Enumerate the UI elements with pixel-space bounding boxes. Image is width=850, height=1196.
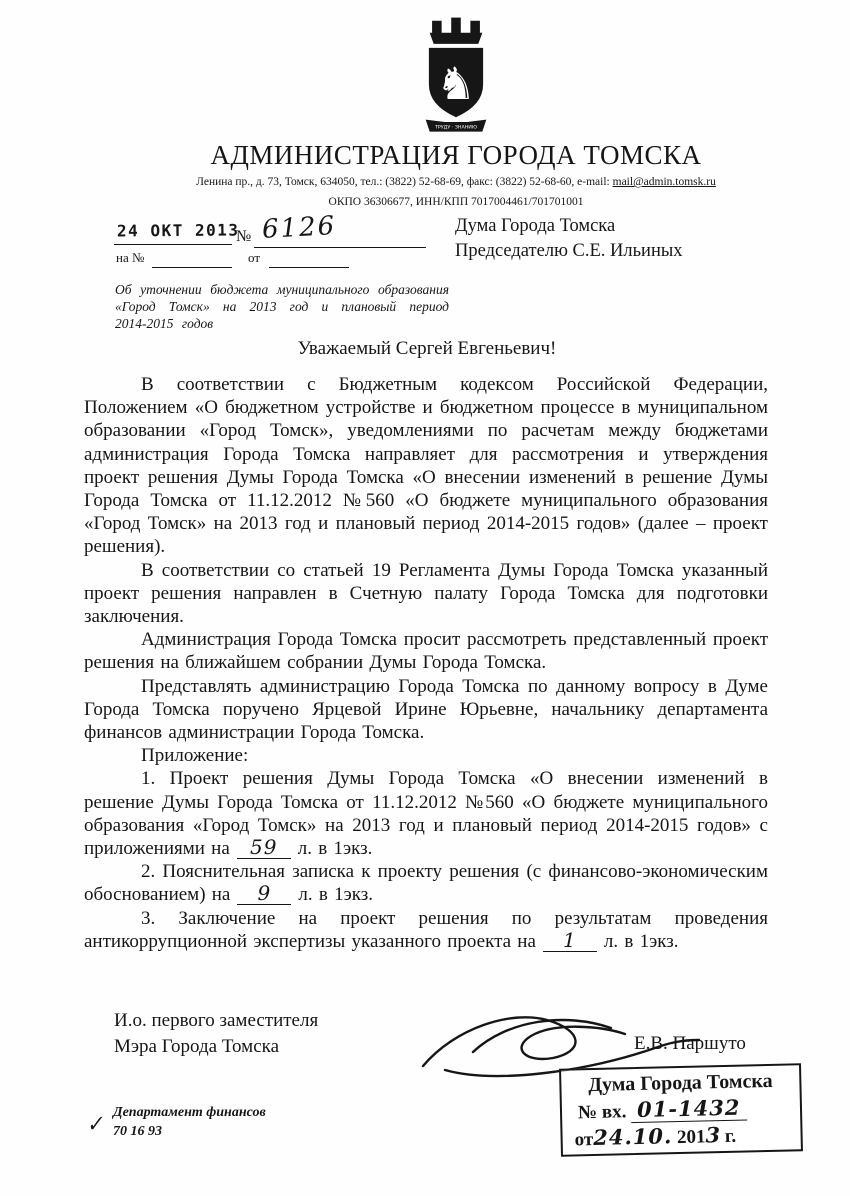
sheets-count-blank (237, 883, 291, 905)
letter-body (84, 373, 768, 953)
attachment-item (84, 907, 768, 953)
reply-to-label: на № (116, 250, 145, 265)
incoming-number-handwritten: 01-1432 (631, 1095, 747, 1124)
signer-position-line: И.о. первого заместителя (114, 1010, 319, 1031)
signer-position-block (114, 1008, 318, 1059)
reply-date-underline (269, 267, 349, 268)
stamp-date-row (562, 1120, 801, 1151)
sheets-count-handwritten: 1 (563, 927, 577, 952)
org-name: АДМИНИСТРАЦИЯ ГОРОДА ТОМСКА (210, 140, 702, 170)
executor-department: Департамент финансов (113, 1105, 266, 1120)
org-address: Ленина пр., д. 73, Томск, 634050, тел.: (3822) 52-68-69, факс: (3822) 52-68-60, e-mail: (196, 176, 613, 188)
attachment-text: л. в 1экз. (297, 838, 373, 860)
executor-phone: 70 16 93 (113, 1124, 162, 1139)
sheets-count-handwritten: 59 (250, 835, 278, 860)
stamp-year-handwritten: 3 (705, 1122, 721, 1148)
svg-text:♞: ♞ (435, 57, 477, 110)
tomsk-coat-of-arms-icon (408, 8, 504, 134)
attachment-text: 1. Проект решения Думы Города Томска «О внесении изменений в решение Думы Города Томска от 11.12.2012 №560 «О бюджете муниципального образования «Город Томск» на 2013 год и плановый период 2014-2015 годов» с приложениями на (84, 768, 768, 860)
recipient-block (455, 214, 683, 264)
incoming-date-handwritten: 24.10. (592, 1123, 673, 1150)
stamp-year-suffix: г. (724, 1125, 737, 1148)
stamp-year-printed: 201 (676, 1126, 706, 1149)
signer-name: Е.В. Паршуто (634, 1033, 746, 1054)
number-sign-label: № (236, 228, 252, 245)
signer-position-line: Мэра Города Томска (114, 1035, 279, 1057)
body-paragraph: В соответствии со статьей 19 Регламента Думы Города Томска указанный проект решения направлен в Счетную палату Города Томска для подготовки заключения. (84, 559, 768, 628)
reply-number-underline (152, 267, 232, 268)
incoming-registration-stamp (559, 1063, 803, 1156)
recipient-person: Председателю С.Е. Ильиных (455, 241, 683, 261)
attachment-text: 2. Пояснительная записка к проекту решения (с финансово-экономическим обоснованием) на (84, 861, 768, 906)
attachment-text: 3. Заключение на проект решения по результатам проведения антикоррупционной экспертизы указанного проекта на (84, 907, 768, 952)
org-contact-line (60, 176, 850, 188)
salutation: Уважаемый Сергей Евгеньевич! (297, 338, 557, 359)
sheets-count-handwritten: 9 (257, 881, 272, 906)
svg-text:ТРУДУ · ЗНАНИЮ: ТРУДУ · ЗНАНИЮ (434, 125, 478, 131)
org-codes: ОКПО 36306677, ИНН/КПП 7017004461/701701001 (328, 196, 584, 208)
sheets-count-blank (237, 837, 291, 859)
attachment-item (84, 860, 768, 906)
outgoing-number-handwritten: 6126 (261, 211, 337, 245)
stamp-incoming-number-row (562, 1093, 801, 1124)
stamp-date-label: от (574, 1129, 594, 1151)
sheets-count-blank (543, 927, 597, 952)
date-underline (114, 244, 232, 245)
attachment-text: л. в 1экз. (298, 884, 373, 906)
registration-date-stamp: 24 ОКТ 2013 (116, 220, 240, 241)
recipient-org: Дума Города Томска (455, 216, 616, 236)
stamp-org-name: Дума Города Томска (587, 1069, 773, 1097)
reply-date-label: от (248, 250, 261, 265)
body-paragraph: Администрация Города Томска просит рассмотреть представленный проект решения на ближайшем собрании Думы Города Томска. (84, 629, 768, 674)
body-paragraph: Представлять администрацию Города Томска по данному вопросу в Думе Города Томска поручено Ярцевой Ирине Юрьевне, начальнику департамента финансов администрации Города Томска. (84, 675, 768, 744)
attachment-text: л. в 1экз. (603, 930, 679, 952)
incoming-number-label: № вх. (577, 1101, 627, 1124)
number-underline (254, 247, 426, 248)
attachment-item (84, 767, 768, 860)
checkmark-icon: ✓ (84, 1110, 106, 1138)
org-email: mail@admin.tomsk.ru (612, 176, 716, 188)
attachments-label: Приложение: (141, 745, 249, 767)
subject-annotation: Об уточнении бюджета муниципального образования «Город Томск» на 2013 год и плановый период 2014-2015 годов (115, 282, 449, 331)
body-paragraph: В соответствии с Бюджетным кодексом Российской Федерации, Положением «О бюджетном устройстве и бюджетном процессе в муниципальном образовании «Город Томск», уведомлениями по расчетам между бюджетами администрация Города Томска направляет для рассмотрения и утверждения проект решения Думы Города Томска «О внесении изменений в решение Думы Города Томска от 11.12.2012 №560 «О бюджете муниципального образования «Город Томск» на 2013 год и плановый период 2014-2015 годов» (далее – проект решения). (84, 374, 768, 558)
executor-block (113, 1103, 266, 1141)
